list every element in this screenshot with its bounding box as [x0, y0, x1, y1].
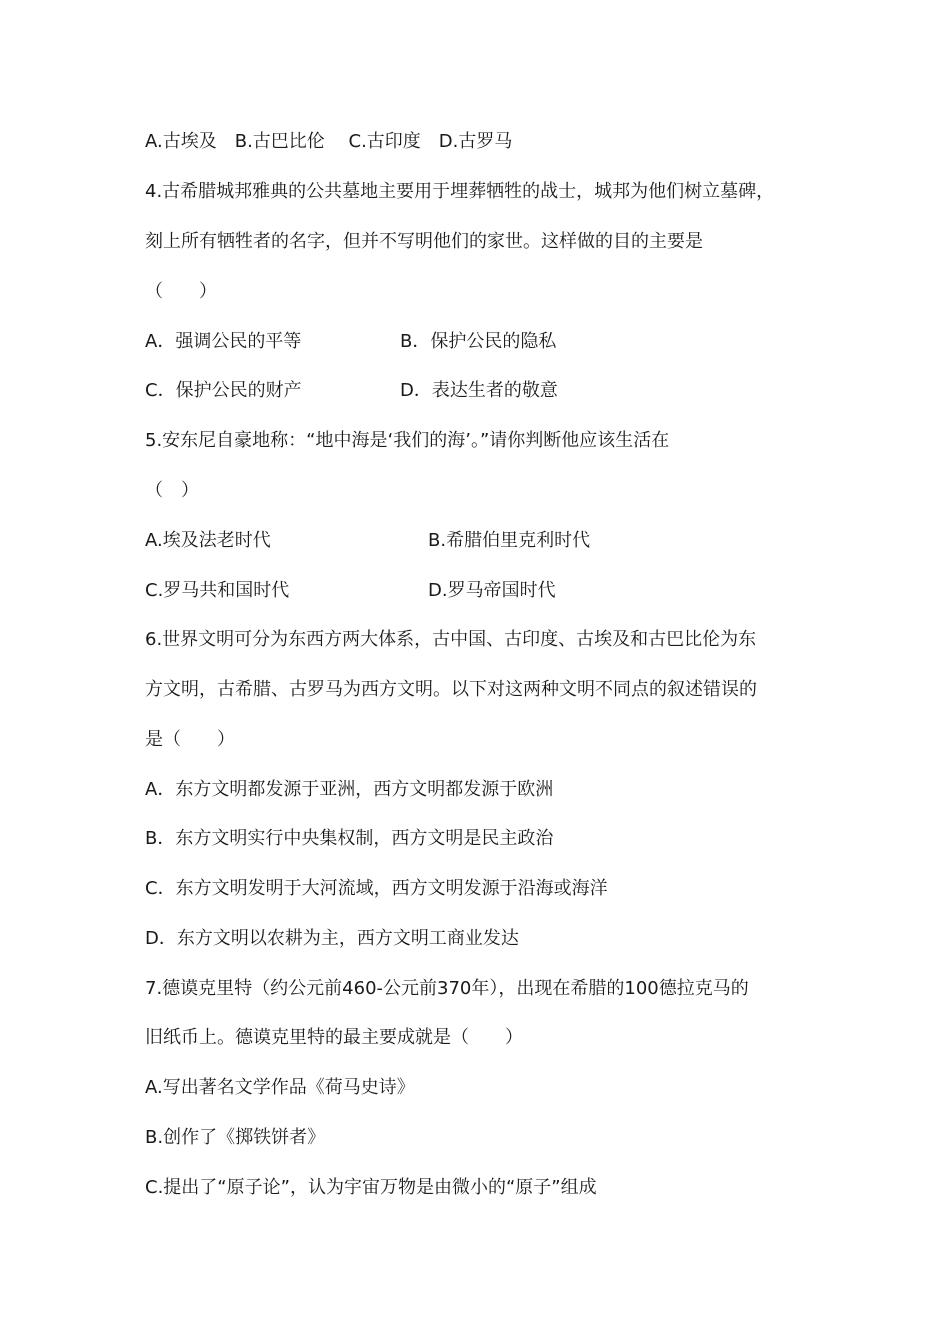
q4-option-a: A．强调公民的平等: [145, 331, 302, 352]
q7-stem-line-2: 旧纸币上。德谟克里特的最主要成就是（ ）: [145, 1027, 523, 1048]
q4-stem-line-2: 刻上所有牺牲者的名字，但并不写明他们的家世。这样做的目的主要是: [145, 231, 703, 252]
q6-option-b: B．东方文明实行中央集权制，西方文明是民主政治: [145, 828, 554, 849]
q5-stem-line: 5.安东尼自豪地称：“地中海是‘我们的海’。”请你判断他应该生活在: [145, 430, 670, 451]
q5-option-d: D.罗马帝国时代: [428, 580, 556, 601]
q6-stem-line-3: 是（ ）: [145, 729, 235, 750]
q7-option-c: C.提出了“原子论”，认为宇宙万物是由微小的“原子”组成: [145, 1177, 597, 1198]
q7-stem-line-1: 7.德谟克里特（约公元前460-公元前370年），出现在希腊的100德拉克马的: [145, 978, 749, 999]
q7-option-a: A.写出著名文学作品《荷马史诗》: [145, 1077, 415, 1098]
q4-option-c: C．保护公民的财产: [145, 380, 302, 401]
q6-option-c: C．东方文明发明于大河流域，西方文明发源于沿海或海洋: [145, 878, 608, 899]
q5-option-a: A.埃及法老时代: [145, 530, 271, 551]
q4-option-b: B．保护公民的隐私: [400, 331, 557, 352]
q4-answer-blank: （ ）: [145, 281, 217, 302]
q6-stem-line-1: 6.世界文明可分为东西方两大体系，古中国、古印度、古埃及和古巴比伦为东: [145, 629, 757, 650]
q5-option-c: C.罗马共和国时代: [145, 580, 290, 601]
q6-stem-line-2: 方文明，古希腊、古罗马为西方文明。以下对这两种文明不同点的叙述错误的: [145, 679, 757, 700]
q4-option-d: D．表达生者的敬意: [400, 380, 558, 401]
q5-answer-blank: （ ）: [145, 480, 199, 501]
q5-option-b: B.希腊伯里克利时代: [428, 530, 591, 551]
q6-option-a: A．东方文明都发源于亚洲，西方文明都发源于欧洲: [145, 779, 554, 800]
q3-options-line: A.古埃及 B.古巴比伦 C.古印度 D.古罗马: [145, 131, 513, 152]
q7-option-b: B.创作了《掷铁饼者》: [145, 1127, 326, 1148]
q4-stem-line-1: 4.古希腊城邦雅典的公共墓地主要用于埋葬牺牲的战士，城邦为他们树立墓碑，: [145, 181, 775, 202]
q6-option-d: D．东方文明以农耕为主，西方文明工商业发达: [145, 928, 519, 949]
